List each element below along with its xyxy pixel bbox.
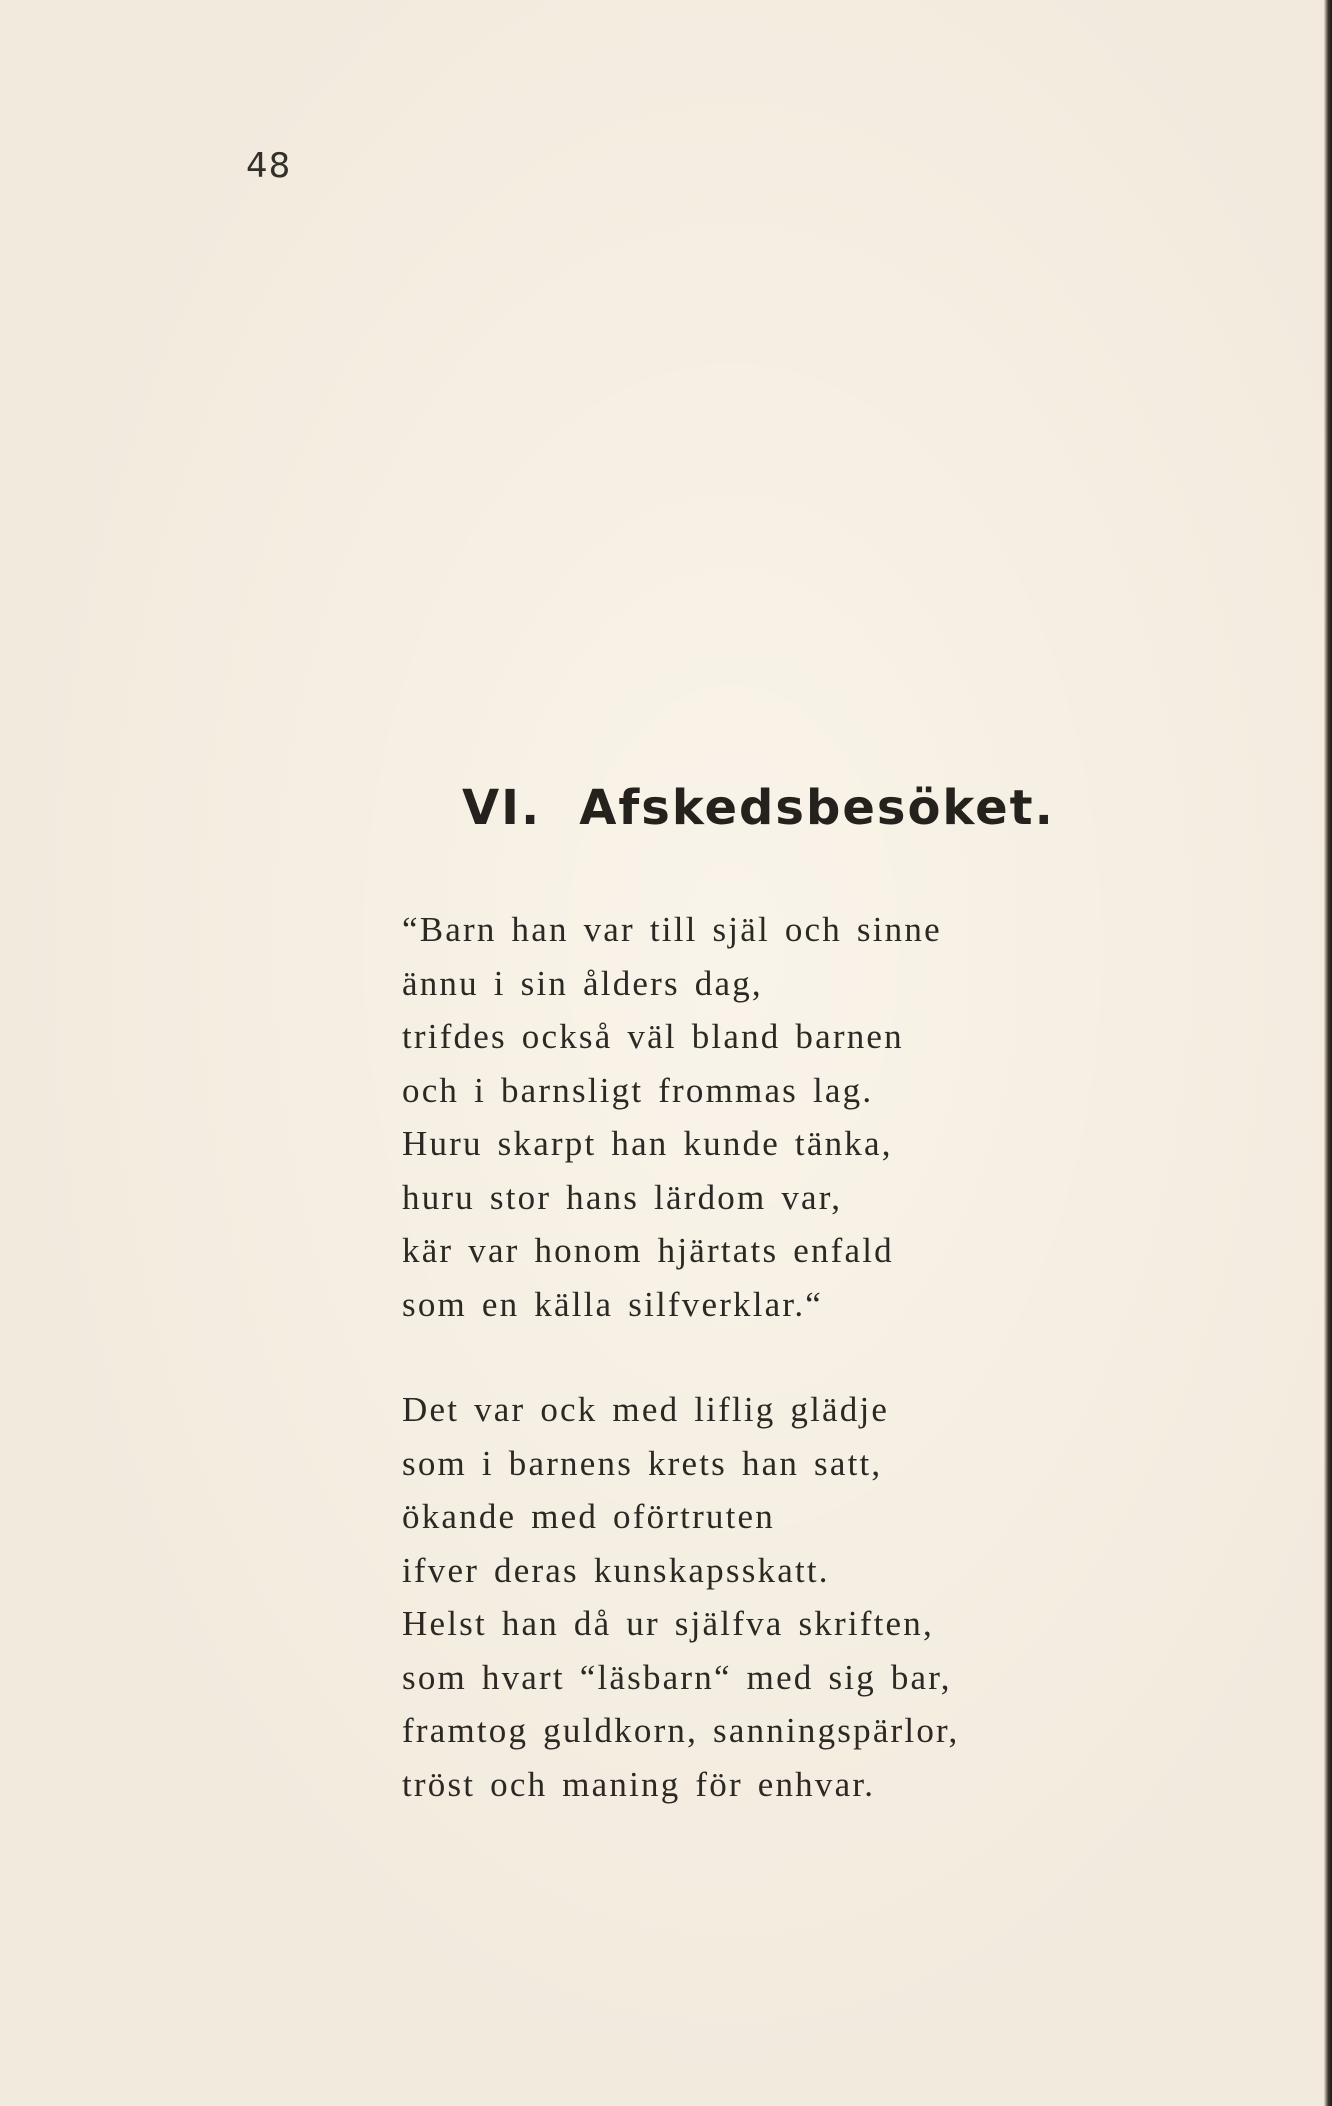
verse-line: Det var ock med liflig glädje xyxy=(402,1390,890,1429)
verse-line: ifver deras kunskapsskatt. xyxy=(402,1550,830,1590)
verse-line: “Barn han var till själ och sinne xyxy=(402,910,942,949)
verse-line: som i barnens krets han satt, xyxy=(402,1443,883,1483)
stanza xyxy=(402,1383,959,1811)
verse-line: som hvart “läsbarn“ med sig bar, xyxy=(402,1657,952,1697)
verse-line: framtog guldkorn, sanningspärlor, xyxy=(402,1711,960,1750)
verse-line: Helst han då ur själfva skriften, xyxy=(402,1604,934,1643)
verse-line: ökande med oförtruten xyxy=(402,1497,775,1536)
verse-line: trifdes också väl bland barnen xyxy=(402,1017,904,1056)
verse-line: som en källa silfverklar.“ xyxy=(402,1284,824,1324)
chapter-title xyxy=(462,780,1055,836)
page-number: 48 xyxy=(246,146,292,186)
verse-line: huru stor hans lärdom var, xyxy=(402,1177,843,1217)
verse-line: Huru skarpt han kunde tänka, xyxy=(402,1124,893,1163)
verse-line: tröst och maning för enhvar. xyxy=(402,1764,876,1804)
stanza xyxy=(402,903,942,1331)
chapter-title-text: Afskedsbesöket. xyxy=(579,780,1055,836)
page-edge-shadow xyxy=(1324,0,1332,2106)
verse-line: ännu i sin ålders dag, xyxy=(402,963,763,1003)
verse-line: kär var honom hjärtats enfald xyxy=(402,1231,894,1270)
verse-line: och i barnsligt frommas lag. xyxy=(402,1070,874,1110)
chapter-numeral: VI. xyxy=(462,780,542,836)
